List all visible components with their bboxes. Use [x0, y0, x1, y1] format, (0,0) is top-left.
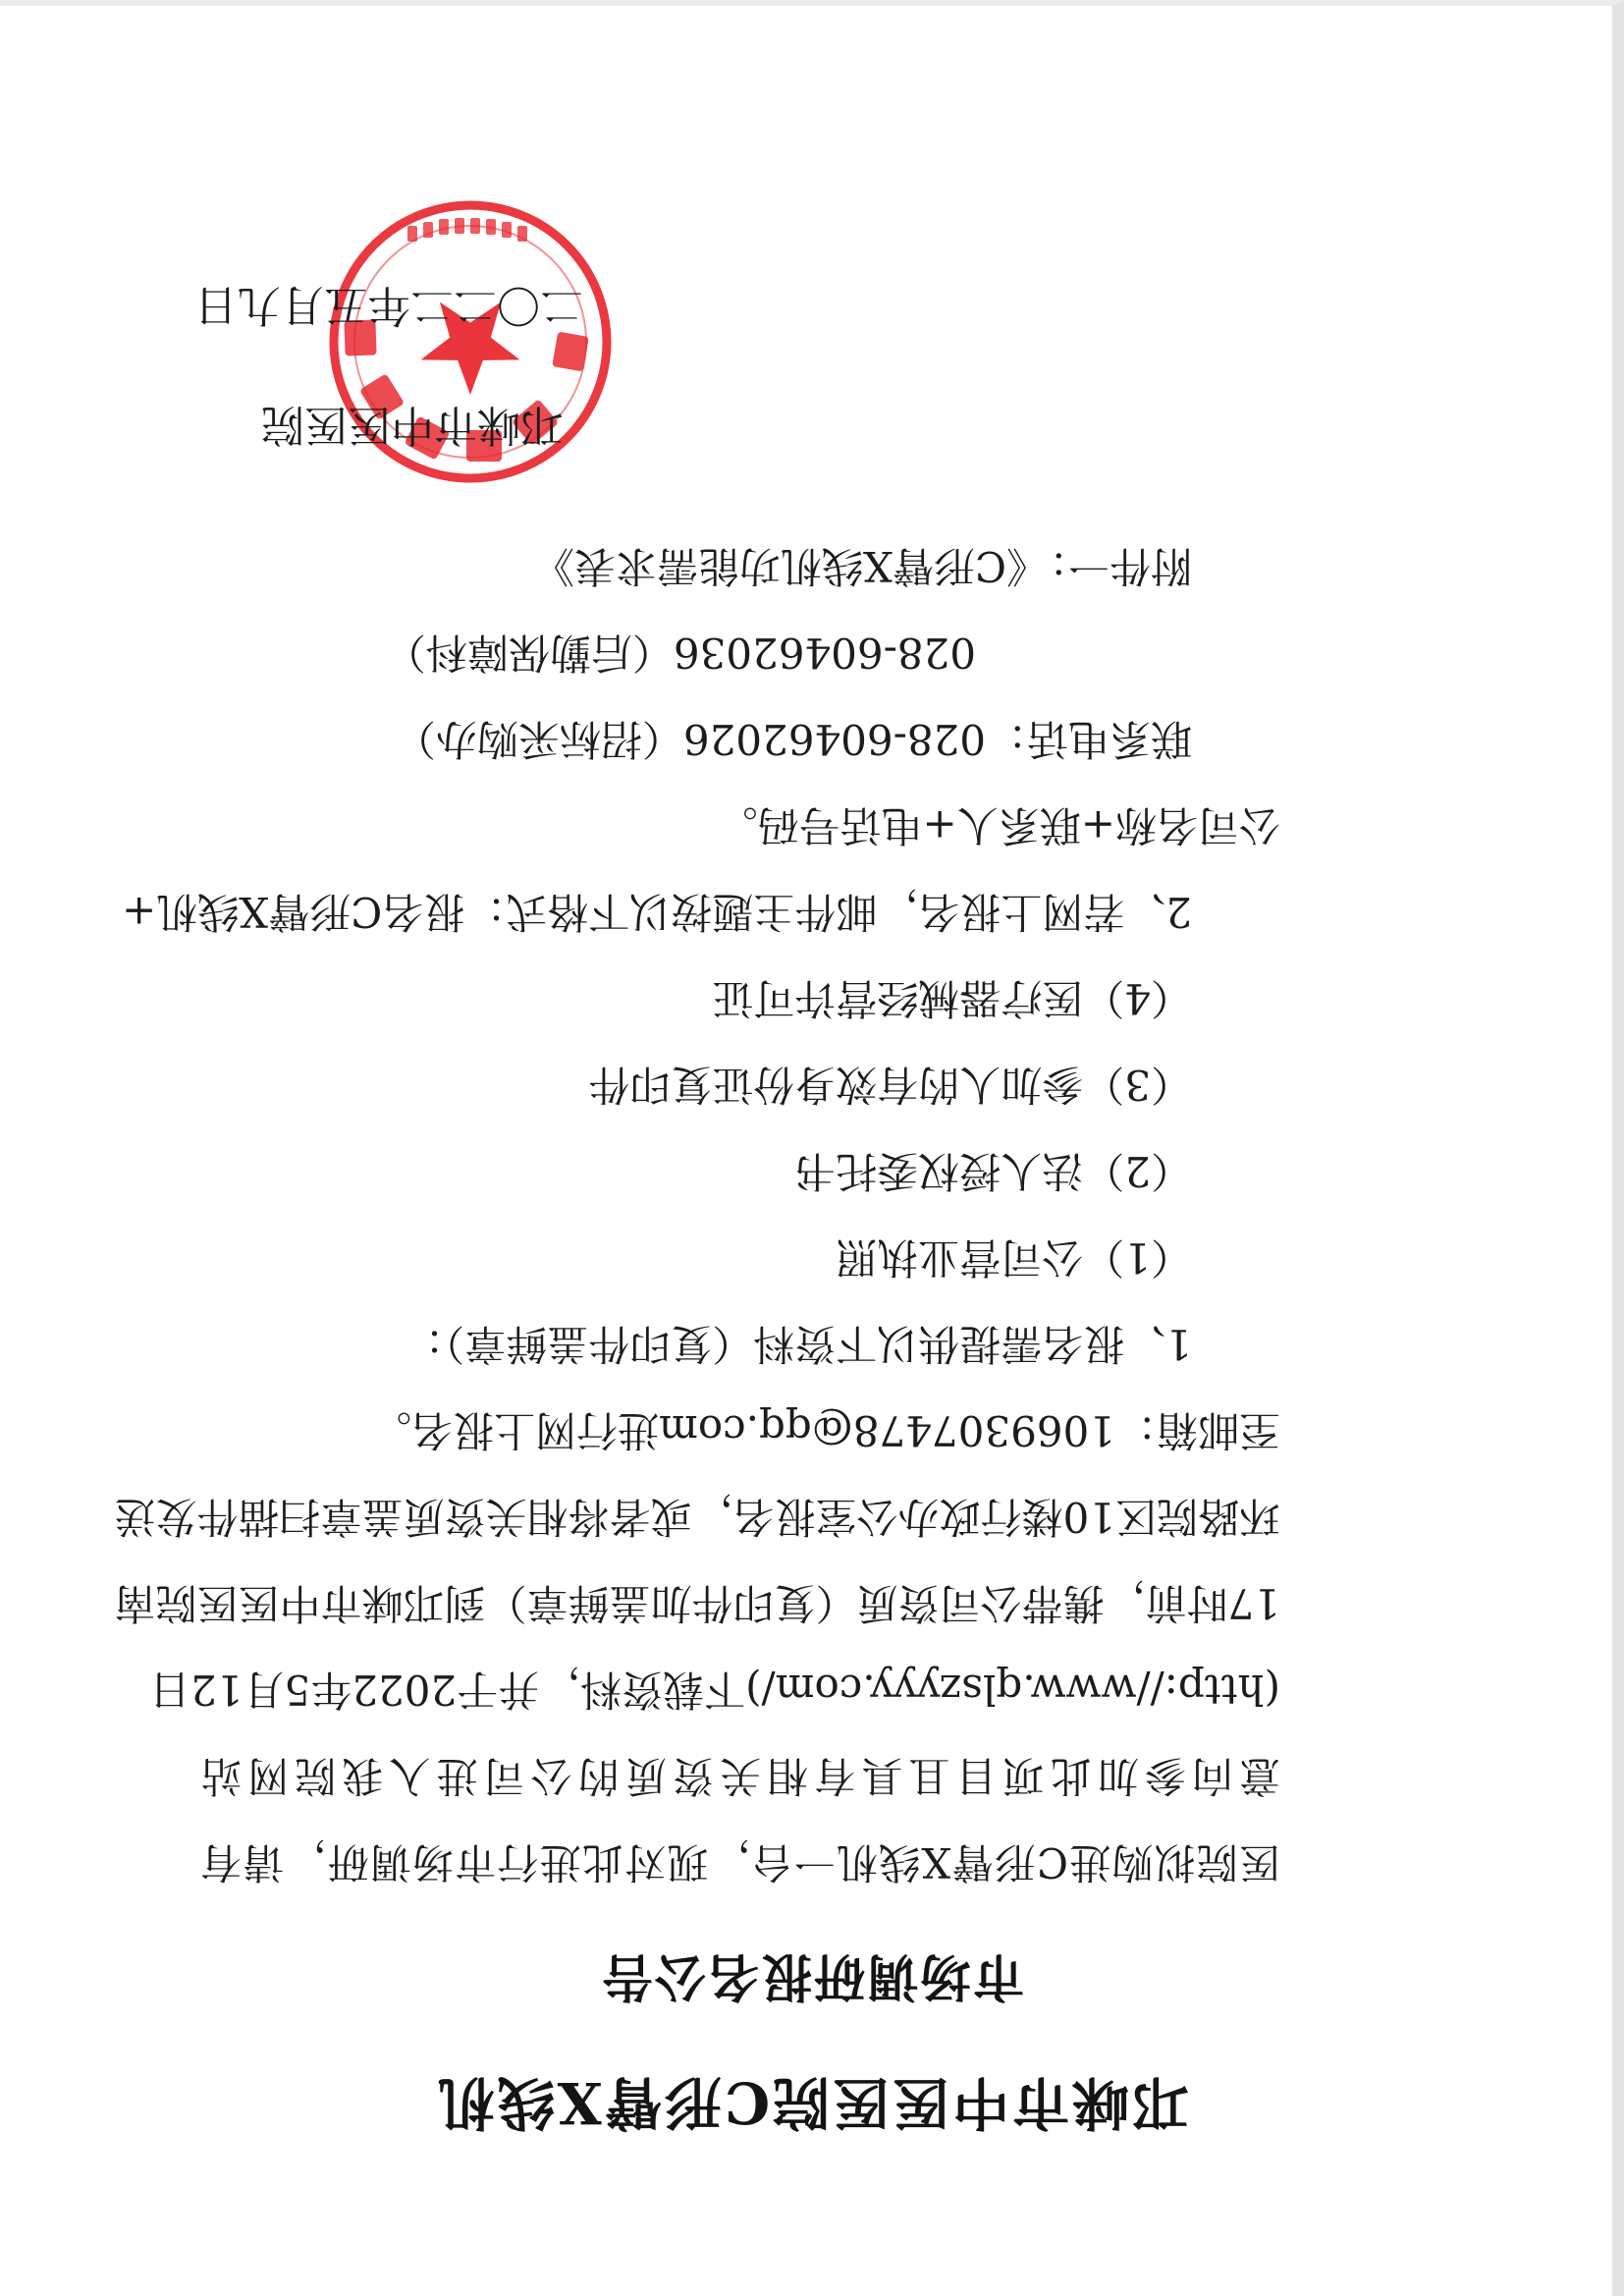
paragraph-line: 意向参加此项目且具有相关资质的公司进入我院网站	[200, 1752, 1280, 1800]
paragraph-line: (http://www.qlszyyy.com/)下载资料，并于2022年5月12日	[149, 1666, 1280, 1714]
requirement-item: （1）公司营业执照	[836, 1233, 1192, 1282]
paragraph-line: 环路院区10楼行政办公室报名，或者将相关资质盖章扫描件发送	[114, 1493, 1280, 1541]
requirement-item: （4）医疗器械经营许可证	[712, 974, 1192, 1022]
signature-date: 二〇二二年五月九日	[194, 280, 583, 330]
online-registration-note: 公司名称+联系人+电话号码。	[716, 801, 1280, 849]
requirement-item: （2）法人授权委托书	[794, 1147, 1192, 1195]
paragraph-line: 至邮箱：1069307478@qq.com进行网上报名。	[370, 1406, 1280, 1454]
requirements-heading: 1、报名需提供以下资料（复印件盖鲜章）：	[403, 1320, 1192, 1368]
document-title: 邛崃市中医医院C形臂X线机	[434, 2069, 1190, 2136]
contact-phone: 028-60462036（后勤保障科）	[384, 629, 976, 677]
paragraph-line: 17时前，携带公司资质（复印件加盖鲜章）到邛崃市中医医院南	[114, 1579, 1280, 1627]
attachment-note: 附件一：《C形臂X线机功能需求表》	[532, 542, 1192, 590]
contact-phone: 联系电话：028-60462026（招标采购办）	[394, 715, 1192, 763]
signature-organization: 邛崃市中医医院	[261, 400, 564, 450]
seal-code-marks	[407, 218, 527, 242]
online-registration-note: 2、若网上报名，邮件主题按以下格式：报名C形臂X线机+	[122, 888, 1192, 936]
paragraph-line: 医院拟购进C形臂X线机一台，现对此进行市场调研，请有	[200, 1838, 1280, 1886]
requirement-item: （3）参加人的有效身份证复印件	[588, 1061, 1192, 1109]
document-subtitle: 市场调研报名公告	[600, 1946, 1025, 2006]
